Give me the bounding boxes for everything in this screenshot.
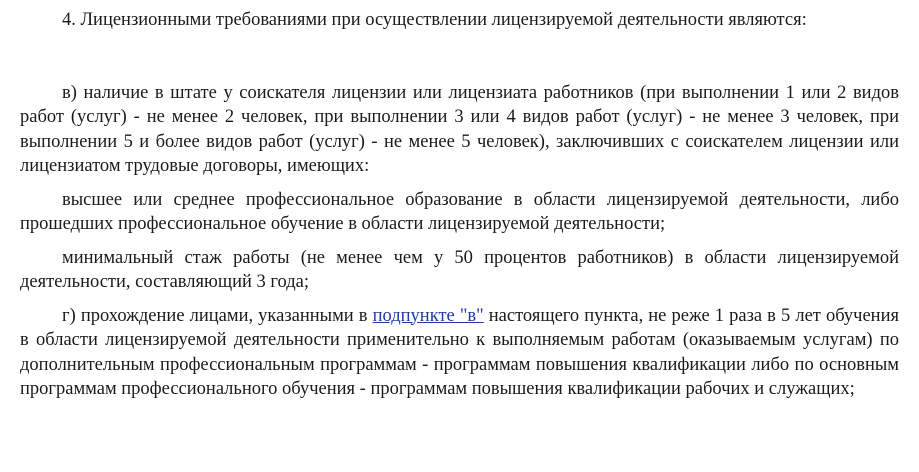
paragraph-education: высшее или среднее профессиональное образование в области лицензируемой деятельности, либо прошедших профессиональное обучение в области лицензируемой деятельности;: [20, 189, 899, 234]
document-body: [20, 8, 899, 402]
paragraph-subitem-g-start: г) прохождение лицами, указанными в: [62, 305, 373, 326]
paragraph-subitem-g: [20, 304, 899, 402]
paragraph-4-intro: 4. Лицензионными требованиями при осуществлении лицензируемой деятельности являются:: [62, 10, 807, 30]
paragraph-experience: минимальный стаж работы (не менее чем у 50 процентов работников) в области лицензируемой деятельности, составляющий 3 года;: [20, 247, 899, 292]
paragraph-subitem-g-end: настоящего пункта, не реже 1 раза в 5 лет обучения в области лицензируемой деятельности применительно к выполняемым работам (оказываемым услугам) по дополнительным профессиональным программам - программам повышения квалификации либо по основным программам профессионального обучения - программам повышения квалификации рабочих и служащих;: [20, 305, 899, 399]
subitem-v-link[interactable]: подпункте "в": [372, 305, 484, 326]
paragraph-subitem-v: в) наличие в штате у соискателя лицензии или лицензиата работников (при выполнении 1 или 2 видов работ (услуг) - не менее 2 человек, при выполнении 3 или 4 видов работ (услуг) - не менее 3 человек, при выполнении 5 и более видов работ (услуг) - не менее 5 человек), заключивших с соискателем лицензии или лицензиатом трудовые договоры, имеющих:: [20, 82, 899, 176]
